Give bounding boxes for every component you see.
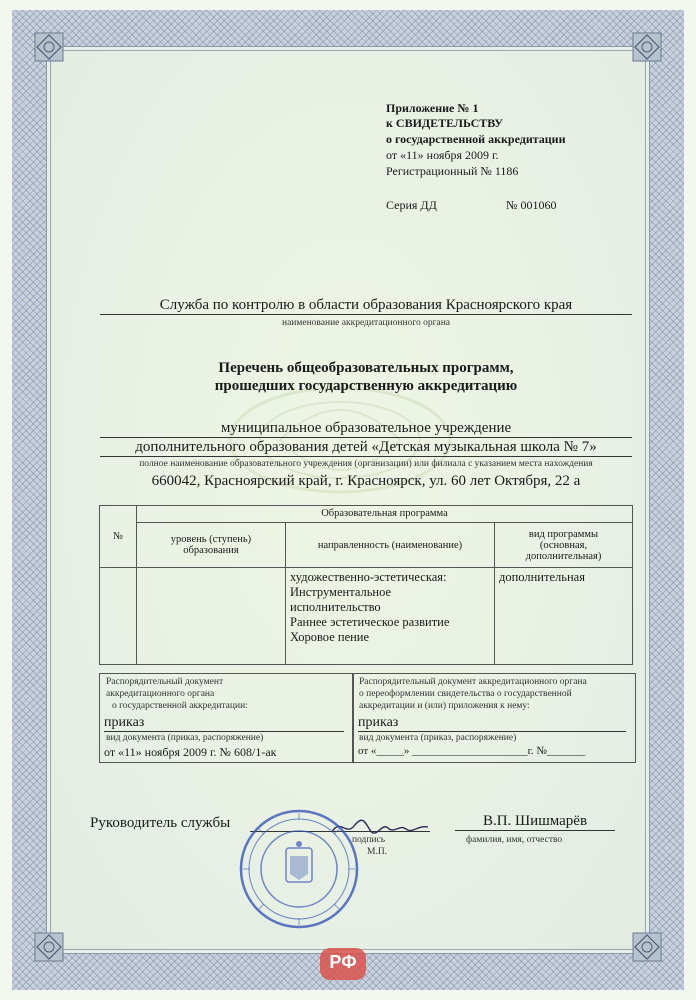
rf-emblem-text: РФ (329, 952, 357, 972)
institution-line-2: дополнительного образования детей «Детская музыкальная школа № 7» (100, 439, 632, 457)
series-label: Серия ДД (386, 198, 437, 212)
row-direction-cell (286, 568, 495, 665)
signature-caption: подпись (352, 835, 386, 845)
rf-emblem (318, 946, 368, 982)
title-line-2: прошедших государственную аккредитацию (214, 378, 518, 394)
seal-place-caption: М.П. (367, 847, 388, 857)
right-doc-type: приказ (358, 715, 626, 732)
row-level-cell (137, 568, 286, 665)
document-number: № 001060 (506, 198, 557, 212)
corner-ornament-icon (34, 932, 64, 962)
direction-line: Раннее эстетическое развитие (290, 615, 450, 629)
table-header-level: уровень (ступень) образования (137, 523, 286, 568)
table-header-type: вид программы (основная, дополнительная) (495, 523, 633, 568)
official-seal-icon (238, 808, 360, 930)
program-table (99, 505, 633, 665)
appendix-number: Приложение № 1 (386, 101, 479, 115)
corner-ornament-icon (34, 32, 64, 62)
appendix-to-certificate: к СВИДЕТЕЛЬСТВУ (386, 116, 504, 130)
right-doc-caption-1: Распорядительный документ аккредитационного органа (359, 677, 587, 687)
corner-ornament-icon (632, 932, 662, 962)
right-doc-date: от «_____» _____________________г. №_______ (358, 745, 586, 757)
title-line-1: Перечень общеобразовательных программ, (218, 360, 514, 376)
table-header-group: Образовательная программа (137, 506, 633, 523)
direction-line: художественно-эстетическая: (290, 570, 447, 584)
institution-caption: полное наименование образовательного учреждения (организации) или филиала с указанием места нахождения (139, 459, 593, 469)
table-header-number: № (100, 506, 137, 568)
institution-line-1: муниципальное образовательное учреждение (100, 420, 632, 438)
left-doc-kind-caption: вид документа (приказ, распоряжение) (106, 733, 264, 743)
authority-caption: наименование аккредитационного органа (281, 318, 450, 328)
left-doc-caption-2: аккредитационного органа (106, 689, 215, 699)
direction-line: Хоровое пение (290, 630, 370, 644)
name-caption: фамилия, имя, отчество (466, 835, 563, 845)
accreditation-authority: Служба по контролю в области образования Красноярского края (100, 297, 632, 315)
right-doc-kind-caption: вид документа (приказ, распоряжение) (359, 733, 517, 743)
appendix-date: от «11» ноября 2009 г. (386, 148, 499, 162)
table-row (100, 568, 633, 665)
signatory-name: В.П. Шишмарёв (455, 813, 615, 831)
left-doc-type: приказ (104, 715, 344, 732)
left-doc-caption-1: Распорядительный документ (106, 677, 224, 687)
table-header-direction: направленность (наименование) (286, 523, 495, 568)
registration-number: Регистрационный № 1186 (386, 164, 519, 178)
left-doc-caption-3: о государственной аккредитации: (112, 701, 248, 711)
corner-ornament-icon (632, 32, 662, 62)
direction-line: Инструментальное (290, 585, 392, 599)
institution-address: 660042, Красноярский край, г. Красноярск, ул. 60 лет Октября, 22 а (151, 473, 581, 489)
left-doc-date: от «11» ноября 2009 г. № 608/1-ак (104, 745, 277, 759)
row-type-cell: дополнительная (495, 568, 633, 665)
right-doc-caption-3: аккредитации и (или) приложения к нему: (359, 701, 530, 711)
direction-line: исполнительство (290, 600, 381, 614)
signatory-role: Руководитель службы (90, 815, 231, 831)
appendix-accreditation: о государственной аккредитации (386, 132, 566, 146)
right-doc-caption-2: о переоформлении свидетельства о государственной (359, 689, 572, 699)
row-number-cell (100, 568, 137, 665)
